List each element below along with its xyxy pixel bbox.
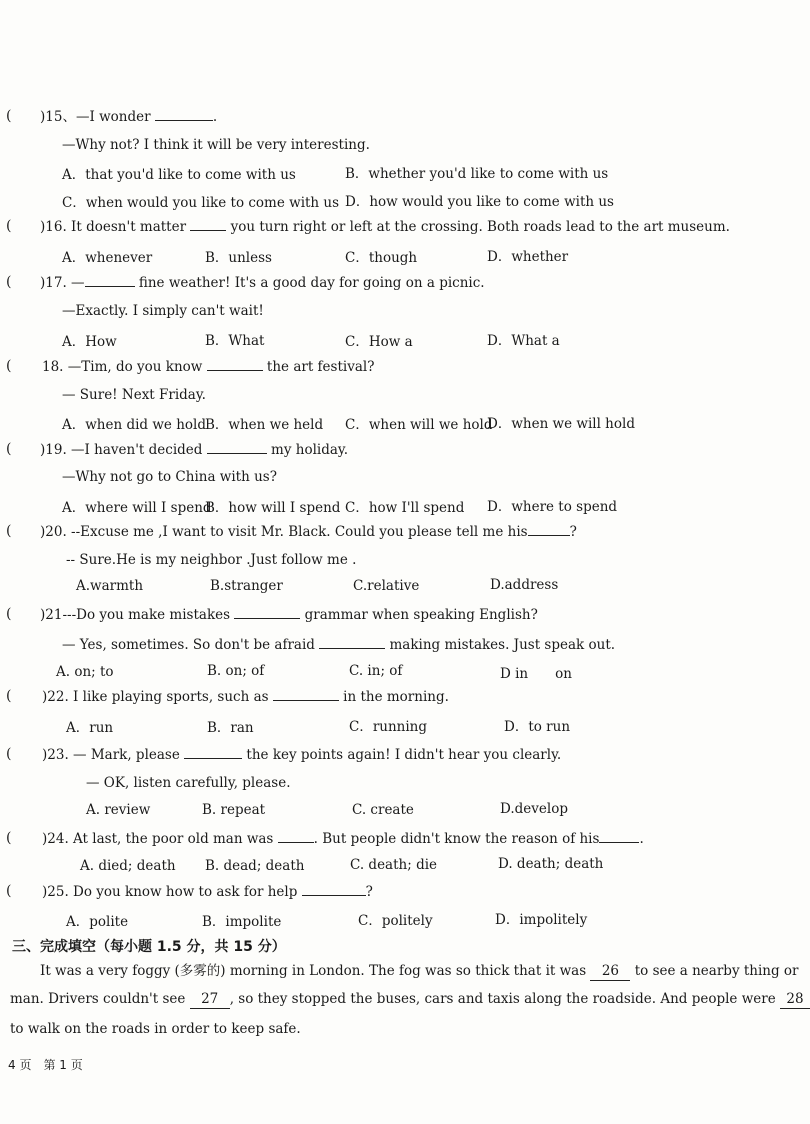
question-number: )15、 bbox=[40, 109, 76, 125]
option-d: D．when we will hold bbox=[487, 416, 635, 432]
passage-text: to see a nearby thing or bbox=[630, 963, 799, 979]
question-stem-mid: . But people didn't know the reason of his bbox=[313, 831, 600, 847]
answer-blank[interactable] bbox=[234, 606, 300, 619]
option-b: B．unless bbox=[205, 250, 272, 266]
dialogue-reply bbox=[62, 636, 615, 654]
passage-line-1 bbox=[40, 962, 799, 981]
answer-blank[interactable] bbox=[85, 274, 135, 287]
question-18 bbox=[42, 358, 374, 376]
question-number: )21 bbox=[40, 607, 63, 623]
option-a: A.warmth bbox=[76, 578, 144, 594]
answer-paren: ( bbox=[6, 218, 12, 234]
option-a: A. died; death bbox=[80, 858, 176, 874]
question-stem: —I haven't decided bbox=[71, 442, 207, 458]
answer-blank[interactable] bbox=[319, 636, 385, 649]
answer-blank[interactable] bbox=[207, 358, 263, 371]
option-a: A．How bbox=[62, 334, 117, 350]
answer-paren: ( bbox=[6, 108, 12, 124]
option-a: A．whenever bbox=[62, 250, 153, 266]
question-stem-end: my holiday. bbox=[266, 442, 349, 458]
option-a: A．when did we hold bbox=[62, 417, 206, 433]
question-stem-end: you turn right or left at the crossing. Both roads lead to the art museum. bbox=[226, 219, 730, 235]
option-c: C. create bbox=[352, 802, 414, 818]
option-d: D．impolitely bbox=[495, 912, 588, 928]
answer-blank[interactable] bbox=[599, 830, 639, 843]
option-b: B．ran bbox=[207, 720, 254, 736]
section-title: 三、完成填空（每小题 1.5 分，共 15 分） bbox=[12, 939, 286, 955]
question-number: )25. bbox=[42, 884, 69, 900]
option-a: A. on; to bbox=[56, 664, 114, 680]
question-20 bbox=[40, 523, 577, 541]
option-a: A．polite bbox=[66, 914, 129, 930]
question-stem: At last, the poor old man was bbox=[73, 831, 278, 847]
option-c: C．when will we hold bbox=[345, 417, 493, 433]
question-number: )17. bbox=[40, 275, 67, 291]
answer-paren: ( bbox=[6, 883, 12, 899]
dialogue-reply: —Why not go to China with us? bbox=[62, 469, 277, 485]
option-b: B. repeat bbox=[202, 802, 266, 818]
question-number: )23. bbox=[42, 747, 69, 763]
question-21 bbox=[40, 606, 538, 624]
option-b: B．when we held bbox=[205, 417, 324, 433]
question-15 bbox=[40, 108, 217, 126]
option-c: C．running bbox=[349, 719, 428, 735]
option-c: C．How a bbox=[345, 334, 413, 350]
answer-paren: ( bbox=[6, 606, 12, 622]
answer-paren: ( bbox=[6, 523, 12, 539]
passage-line-3: to walk on the roads in order to keep safe. bbox=[10, 1021, 301, 1037]
question-number: )24. bbox=[42, 831, 69, 847]
question-stem: I like playing sports, such as bbox=[73, 689, 273, 705]
option-c: C．though bbox=[345, 250, 418, 266]
option-a: A．run bbox=[66, 720, 114, 736]
question-stem-end: the art festival? bbox=[262, 359, 375, 375]
cloze-blank-28[interactable]: 28 bbox=[780, 990, 810, 1009]
dialogue-reply: —Exactly. I simply can't wait! bbox=[62, 303, 264, 319]
question-stem-end: fine weather! It's a good day for going on a picnic. bbox=[134, 275, 485, 291]
reply-text: — Yes, sometimes. So don't be afraid bbox=[62, 637, 320, 653]
answer-blank[interactable] bbox=[302, 883, 366, 896]
option-a: A. review bbox=[86, 802, 151, 818]
question-stem: — Mark, please bbox=[73, 747, 185, 763]
answer-blank[interactable] bbox=[207, 441, 267, 454]
option-a: A．where will I spend bbox=[62, 500, 212, 516]
question-stem: It doesn't matter bbox=[71, 219, 191, 235]
option-b: B．whether you'd like to come with us bbox=[345, 166, 609, 182]
answer-blank[interactable] bbox=[278, 830, 314, 843]
question-stem: ---Do you make mistakes bbox=[62, 607, 235, 623]
reply-text-end: making mistakes. Just speak out. bbox=[385, 637, 616, 653]
question-stem-end: ? bbox=[569, 524, 577, 540]
passage-text: , so they stopped the buses, cars and taxis along the roadside. And people were bbox=[229, 991, 780, 1007]
answer-paren: ( bbox=[6, 830, 12, 846]
question-stem-end: ? bbox=[365, 884, 373, 900]
option-c: C. in; of bbox=[349, 663, 403, 679]
answer-blank[interactable] bbox=[273, 688, 339, 701]
passage-text: man. Drivers couldn't see bbox=[10, 991, 190, 1007]
answer-paren: ( bbox=[6, 274, 12, 290]
question-stem: —Tim, do you know bbox=[67, 359, 207, 375]
option-c: C．politely bbox=[358, 913, 433, 929]
option-c: C．how I'll spend bbox=[345, 500, 465, 516]
answer-paren: ( bbox=[6, 441, 12, 457]
question-number: )22. bbox=[42, 689, 69, 705]
option-d: D.develop bbox=[500, 801, 568, 817]
option-d: D. death; death bbox=[498, 856, 604, 872]
question-24 bbox=[42, 830, 644, 848]
option-d: D．to run bbox=[504, 719, 571, 735]
question-23 bbox=[42, 746, 561, 764]
question-stem-end: grammar when speaking English? bbox=[300, 607, 538, 623]
question-22 bbox=[42, 688, 449, 706]
option-b: B．how will I spend bbox=[205, 500, 341, 516]
option-b: B.stranger bbox=[210, 578, 283, 594]
answer-paren: ( bbox=[6, 358, 12, 374]
question-25 bbox=[42, 883, 373, 901]
question-number: )16. bbox=[40, 219, 67, 235]
answer-paren: ( bbox=[6, 746, 12, 762]
question-stem: Do you know how to ask for help bbox=[73, 884, 302, 900]
option-d: D.address bbox=[490, 577, 559, 593]
dialogue-reply: — Sure! Next Friday. bbox=[62, 387, 206, 403]
option-d: D．whether bbox=[487, 249, 569, 265]
option-c: C. death; die bbox=[350, 857, 438, 873]
cloze-blank-26[interactable]: 26 bbox=[590, 962, 630, 981]
option-b: B. on; of bbox=[207, 663, 265, 679]
answer-blank[interactable] bbox=[528, 523, 570, 536]
answer-blank[interactable] bbox=[184, 746, 242, 759]
option-c: C．when would you like to come with us bbox=[62, 195, 340, 211]
question-stem: — bbox=[71, 275, 85, 291]
option-b: B．impolite bbox=[202, 914, 282, 930]
question-stem-end: . bbox=[639, 831, 644, 847]
question-stem-end: in the morning. bbox=[338, 689, 449, 705]
option-d: D．where to spend bbox=[487, 499, 618, 515]
option-c: C.relative bbox=[353, 578, 420, 594]
question-stem-end: the key points again! I didn't hear you clearly. bbox=[242, 747, 562, 763]
question-stem: —I wonder bbox=[75, 109, 155, 125]
option-b: B. dead; death bbox=[205, 858, 305, 874]
question-stem: --Excuse me ,I want to visit Mr. Black. Could you please tell me his bbox=[71, 524, 528, 540]
question-number: )19. bbox=[40, 442, 67, 458]
option-b: B．What bbox=[205, 333, 265, 349]
option-d: D．What a bbox=[487, 333, 560, 349]
question-number: 18. bbox=[42, 359, 64, 375]
dialogue-reply: —Why not? I think it will be very interesting. bbox=[62, 137, 370, 153]
question-19 bbox=[40, 441, 348, 459]
question-number: )20. bbox=[40, 524, 67, 540]
question-16 bbox=[40, 218, 730, 236]
dialogue-reply: -- Sure.He is my neighbor .Just follow me . bbox=[66, 552, 357, 568]
cloze-blank-27[interactable]: 27 bbox=[190, 990, 230, 1009]
passage-line-2 bbox=[10, 990, 810, 1009]
passage-text: It was a very foggy (多雾的) morning in London. The fog was so thick that it was bbox=[40, 963, 591, 979]
question-17 bbox=[40, 274, 485, 292]
option-d: D in on bbox=[500, 666, 572, 682]
question-stem-end: . bbox=[212, 109, 218, 125]
option-a: A．that you'd like to come with us bbox=[62, 167, 296, 183]
page-footer: 4 页 第 1 页 bbox=[8, 1058, 83, 1072]
answer-blank[interactable] bbox=[190, 218, 226, 231]
answer-paren: ( bbox=[6, 688, 12, 704]
answer-blank[interactable] bbox=[155, 108, 213, 121]
dialogue-reply: — OK, listen carefully, please. bbox=[86, 775, 291, 791]
option-d: D．how would you like to come with us bbox=[345, 194, 614, 210]
